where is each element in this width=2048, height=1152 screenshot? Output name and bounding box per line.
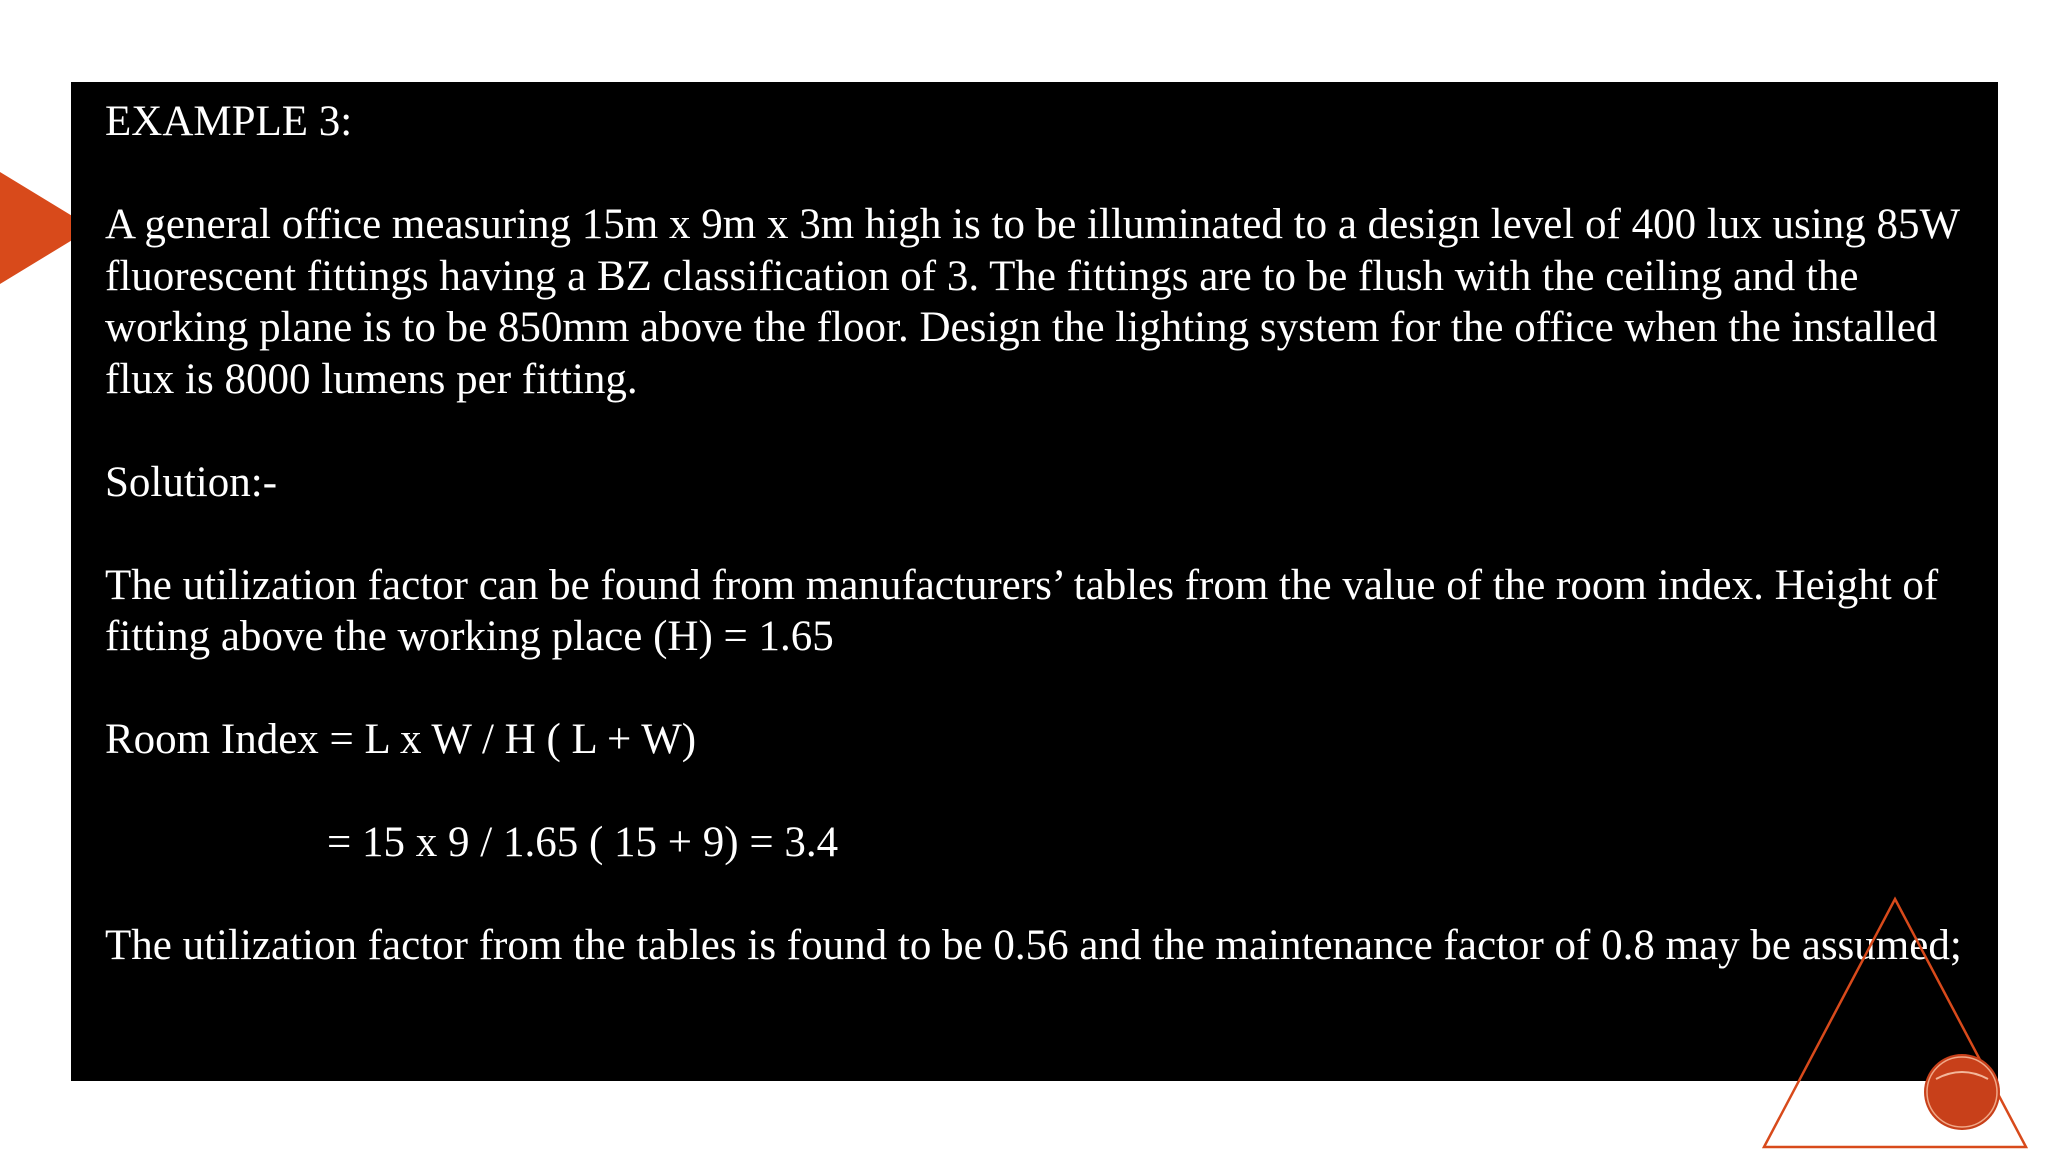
problem-line: fluorescent fittings having a BZ classification of 3. The fittings are to be flush with the ceiling and the bbox=[105, 252, 1859, 300]
triangle-outline-icon bbox=[1760, 895, 2030, 1152]
circle-badge-icon bbox=[1924, 1054, 2000, 1130]
utilization-line: fitting above the working place (H) = 1.65 bbox=[105, 613, 834, 660]
slide-text bbox=[105, 96, 1985, 972]
room-index-value: = 15 x 9 / 1.65 ( 15 + 9) = 3.4 bbox=[327, 819, 839, 866]
example-heading: EXAMPLE 3: bbox=[105, 98, 353, 145]
room-index-formula: Room Index = L x W / H ( L + W) bbox=[105, 716, 697, 763]
solution-label: Solution:- bbox=[105, 458, 278, 506]
conclusion-line: The utilization factor from the tables is found to be 0.56 and the maintenance factor of 0.8 may be assumed; bbox=[105, 922, 1962, 969]
problem-line: A general office measuring 15m x 9m x 3m high is to be illuminated to a design level of 400 lux using 85W bbox=[105, 201, 1961, 248]
problem-line: working plane is to be 850mm above the floor. Design the lighting system for the office when the installed bbox=[105, 304, 1938, 351]
utilization-line: The utilization factor can be found from manufacturers’ tables from the value of the room index. Height of bbox=[105, 561, 1939, 609]
problem-line: flux is 8000 lumens per fitting. bbox=[105, 355, 638, 403]
